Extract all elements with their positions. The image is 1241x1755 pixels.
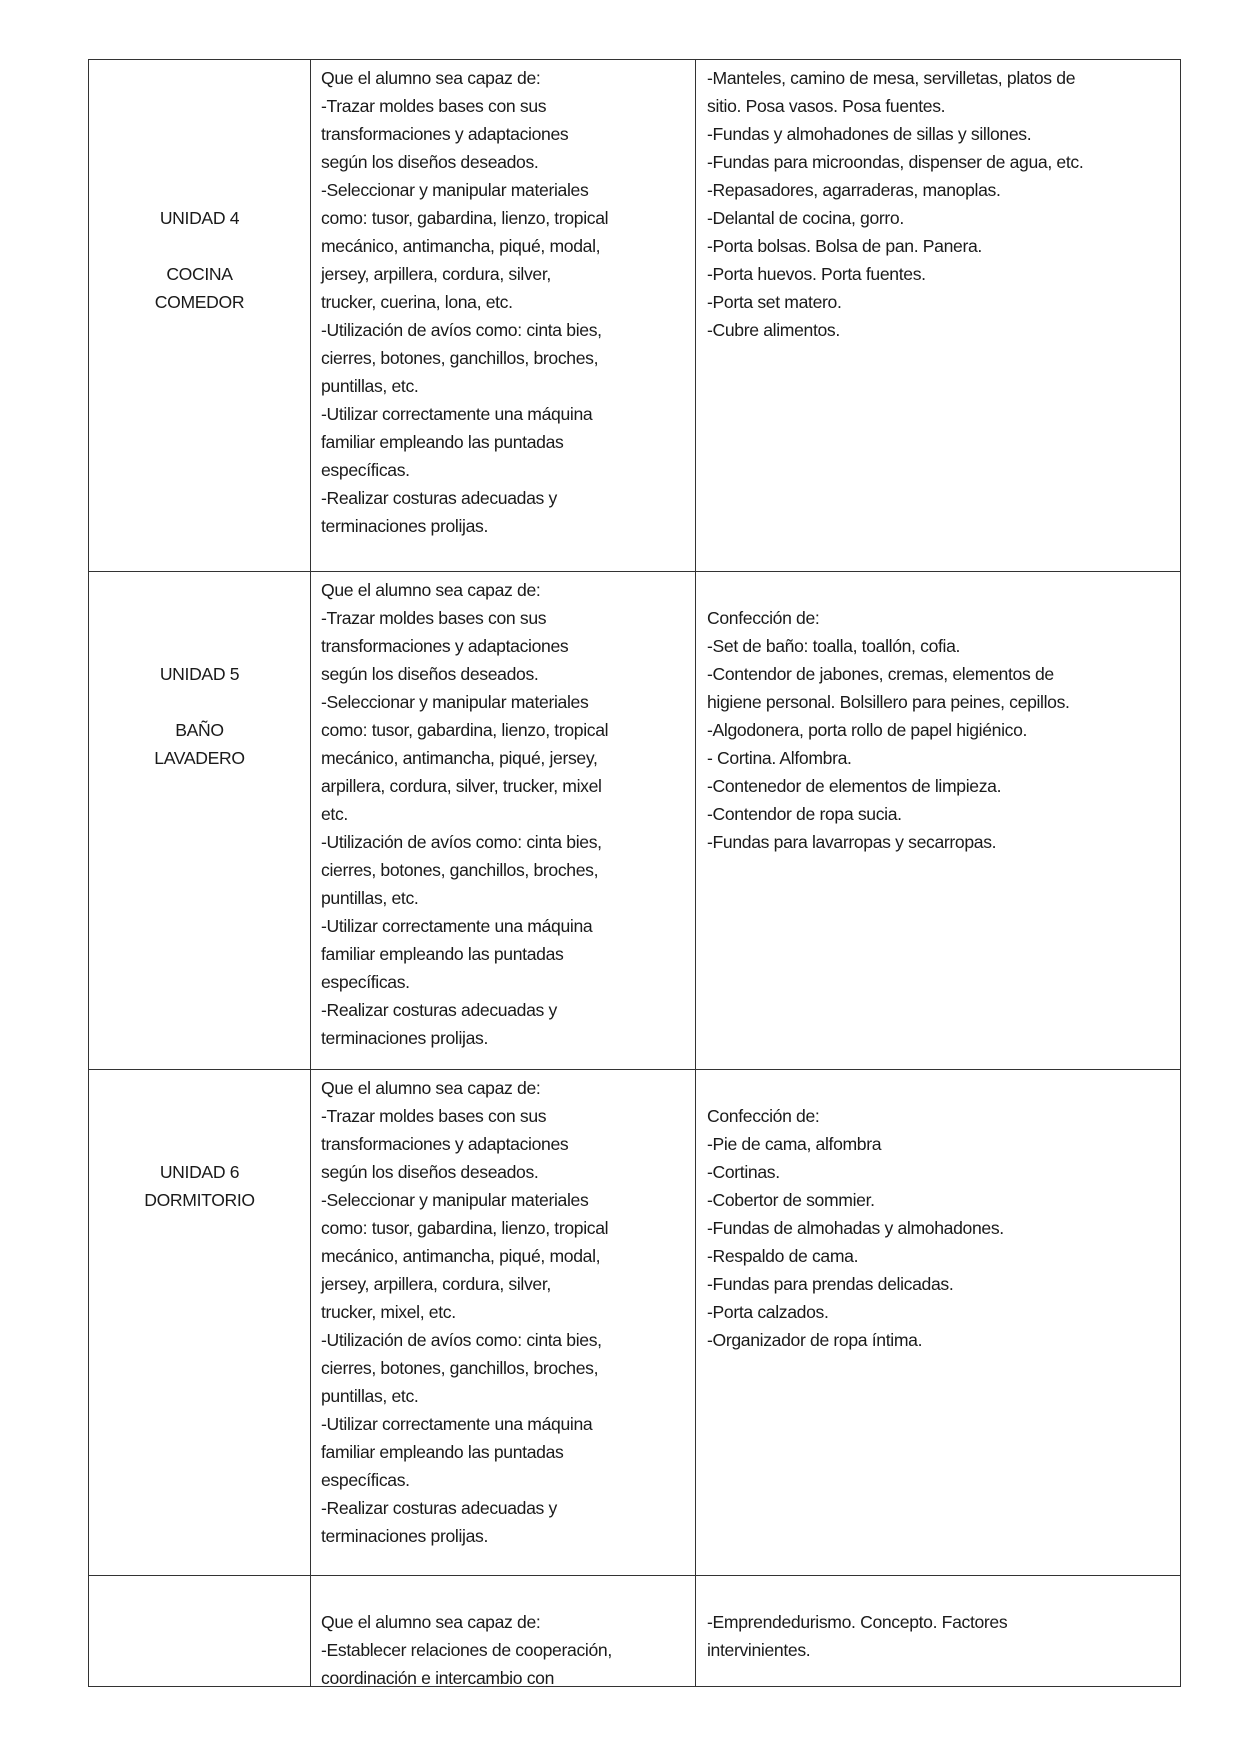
text-line: familiar empleando las puntadas [321, 432, 564, 452]
text-line: -Emprendedurismo. Concepto. Factores [707, 1612, 1008, 1632]
text-line: jersey, arpillera, cordura, silver, [321, 1274, 551, 1294]
text-line: -Utilizar correctamente una máquina [321, 404, 593, 424]
text-line: jersey, arpillera, cordura, silver, [321, 264, 551, 284]
contents-cell [696, 572, 1180, 1069]
text-line: -Porta set matero. [707, 292, 842, 312]
text-line: UNIDAD 6 [159, 1162, 240, 1182]
text-line: mecánico, antimancha, piqué, modal, [321, 236, 601, 256]
text-line: UNIDAD 5 [159, 664, 240, 684]
text-line: -Respaldo de cama. [707, 1246, 859, 1266]
text-line: higiene personal. Bolsillero para peines, cepillos. [707, 692, 1070, 712]
text-line: -Delantal de cocina, gorro. [707, 208, 904, 228]
text-line [707, 1580, 1180, 1608]
text-line: cierres, botones, ganchillos, broches, [321, 860, 599, 880]
text-line: -Cortinas. [707, 1162, 780, 1182]
text-line: -Contenedor de elementos de limpieza. [707, 776, 1002, 796]
text-line: -Utilizar correctamente una máquina [321, 1414, 593, 1434]
contents-cell [696, 1576, 1180, 1686]
text-line: - Cortina. Alfombra. [707, 748, 852, 768]
objectives-cell [311, 60, 696, 571]
text-line: Que el alumno sea capaz de: [321, 1078, 541, 1098]
text-line: mecánico, antimancha, piqué, modal, [321, 1246, 601, 1266]
text-line: -Fundas de almohadas y almohadones. [707, 1218, 1004, 1238]
text-line: Confección de: [707, 608, 820, 628]
table-row [89, 1576, 1180, 1686]
text-line: según los diseños deseados. [321, 152, 539, 172]
text-line [321, 1580, 695, 1608]
text-line: puntillas, etc. [321, 376, 419, 396]
text-line [707, 1074, 1180, 1102]
text-line [89, 688, 310, 716]
text-line: -Fundas para microondas, dispenser de agua, etc. [707, 152, 1084, 172]
text-line: UNIDAD 4 [159, 208, 240, 228]
text-line: como: tusor, gabardina, lienzo, tropical [321, 1218, 609, 1238]
text-line: específicas. [321, 1470, 410, 1490]
text-line [89, 632, 310, 660]
unit-cell [89, 60, 311, 571]
text-line: -Fundas y almohadones de sillas y sillones. [707, 124, 1032, 144]
text-line: -Trazar moldes bases con sus [321, 1106, 547, 1126]
text-line: LAVADERO [154, 748, 245, 768]
text-line [89, 64, 310, 92]
text-line: -Set de baño: toalla, toallón, cofia. [707, 636, 961, 656]
text-line: terminaciones prolijas. [321, 1028, 488, 1048]
text-line: Que el alumno sea capaz de: [321, 1612, 541, 1632]
text-line: COMEDOR [154, 292, 245, 312]
text-line: intervinientes. [707, 1640, 811, 1660]
text-line: Que el alumno sea capaz de: [321, 68, 541, 88]
text-line: -Porta calzados. [707, 1302, 829, 1322]
text-line: -Contendor de ropa sucia. [707, 804, 902, 824]
contents-cell [696, 1070, 1180, 1575]
text-line: coordinación e intercambio con [321, 1668, 555, 1688]
objectives-cell [311, 1070, 696, 1575]
unit-cell [89, 572, 311, 1069]
text-line: transformaciones y adaptaciones [321, 636, 569, 656]
text-line: transformaciones y adaptaciones [321, 124, 569, 144]
text-line: -Manteles, camino de mesa, servilletas, platos de [707, 68, 1076, 88]
text-line [89, 576, 310, 604]
text-line [89, 120, 310, 148]
text-line: -Utilización de avíos como: cinta bies, [321, 1330, 602, 1350]
text-line: -Pie de cama, alfombra [707, 1134, 882, 1154]
objectives-cell [311, 1576, 696, 1686]
text-line: según los diseños deseados. [321, 664, 539, 684]
text-line: sitio. Posa vasos. Posa fuentes. [707, 96, 946, 116]
text-line: -Realizar costuras adecuadas y [321, 1000, 557, 1020]
text-line: -Organizador de ropa íntima. [707, 1330, 923, 1350]
text-line: familiar empleando las puntadas [321, 1442, 564, 1462]
text-line: como: tusor, gabardina, lienzo, tropical [321, 720, 609, 740]
unit-cell [89, 1576, 311, 1686]
text-line: -Realizar costuras adecuadas y [321, 1498, 557, 1518]
text-line [89, 1130, 310, 1158]
text-line: trucker, cuerina, lona, etc. [321, 292, 513, 312]
text-line: puntillas, etc. [321, 1386, 419, 1406]
text-line: específicas. [321, 972, 410, 992]
text-line [89, 148, 310, 176]
unit-cell [89, 1070, 311, 1575]
text-line [89, 1102, 310, 1130]
text-line: mecánico, antimancha, piqué, jersey, [321, 748, 598, 768]
text-line: cierres, botones, ganchillos, broches, [321, 348, 599, 368]
text-line: DORMITORIO [144, 1190, 255, 1210]
table-row [89, 572, 1180, 1070]
text-line: -Algodonera, porta rollo de papel higiénico. [707, 720, 1028, 740]
text-line: -Contendor de jabones, cremas, elementos de [707, 664, 1054, 684]
text-line: -Trazar moldes bases con sus [321, 608, 547, 628]
text-line: etc. [321, 804, 348, 824]
text-line: -Cubre alimentos. [707, 320, 840, 340]
text-line [89, 232, 310, 260]
text-line: -Establecer relaciones de cooperación, [321, 1640, 612, 1660]
text-line: según los diseños deseados. [321, 1162, 539, 1182]
text-line: -Fundas para lavarropas y secarropas. [707, 832, 997, 852]
text-line [89, 176, 310, 204]
text-line: cierres, botones, ganchillos, broches, [321, 1358, 599, 1378]
text-line [89, 604, 310, 632]
objectives-cell [311, 572, 696, 1069]
text-line: terminaciones prolijas. [321, 1526, 488, 1546]
text-line: -Utilizar correctamente una máquina [321, 916, 593, 936]
text-line: -Trazar moldes bases con sus [321, 96, 547, 116]
text-line: terminaciones prolijas. [321, 516, 488, 536]
text-line: como: tusor, gabardina, lienzo, tropical [321, 208, 609, 228]
text-line: -Utilización de avíos como: cinta bies, [321, 832, 602, 852]
text-line: -Cobertor de sommier. [707, 1190, 875, 1210]
text-line [89, 1074, 310, 1102]
text-line: trucker, mixel, etc. [321, 1302, 456, 1322]
text-line: específicas. [321, 460, 410, 480]
text-line: -Repasadores, agarraderas, manoplas. [707, 180, 1001, 200]
text-line: Que el alumno sea capaz de: [321, 580, 541, 600]
text-line: Confección de: [707, 1106, 820, 1126]
text-line: -Seleccionar y manipular materiales [321, 180, 589, 200]
table-row [89, 60, 1180, 572]
text-line: -Seleccionar y manipular materiales [321, 692, 589, 712]
text-line: -Utilización de avíos como: cinta bies, [321, 320, 602, 340]
text-line: familiar empleando las puntadas [321, 944, 564, 964]
text-line: -Seleccionar y manipular materiales [321, 1190, 589, 1210]
text-line: COCINA [166, 264, 233, 284]
text-line: BAÑO [175, 720, 224, 740]
text-line: -Fundas para prendas delicadas. [707, 1274, 954, 1294]
text-line: transformaciones y adaptaciones [321, 1134, 569, 1154]
text-line: -Realizar costuras adecuadas y [321, 488, 557, 508]
contents-cell [696, 60, 1180, 571]
text-line [89, 92, 310, 120]
text-line: -Porta bolsas. Bolsa de pan. Panera. [707, 236, 982, 256]
text-line: -Porta huevos. Porta fuentes. [707, 264, 926, 284]
text-line: arpillera, cordura, silver, trucker, mixel [321, 776, 602, 796]
curriculum-table [88, 59, 1181, 1687]
text-line [707, 576, 1180, 604]
table-row [89, 1070, 1180, 1576]
text-line: puntillas, etc. [321, 888, 419, 908]
